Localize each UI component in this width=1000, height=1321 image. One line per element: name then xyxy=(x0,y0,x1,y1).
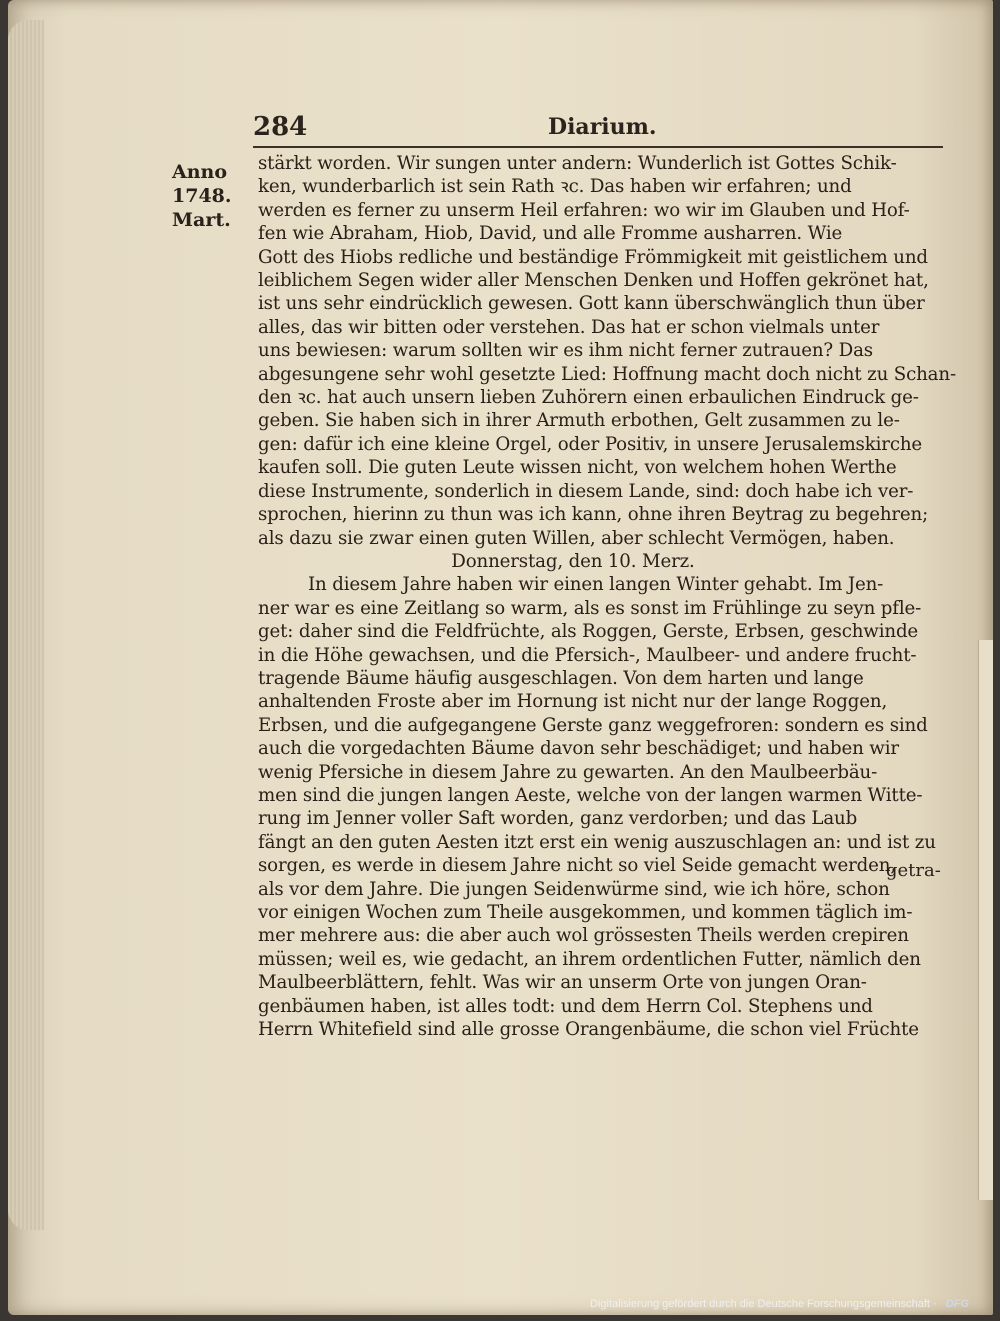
page-header xyxy=(253,112,943,148)
text-line: rung im Jenner voller Saft worden, ganz verdorben; und das Laub xyxy=(258,808,858,830)
text-line: vor einigen Wochen zum Theile ausgekommen, und kommen täglich im- xyxy=(258,902,913,923)
text-line: in die Höhe gewachsen, und die Pfersich-, Maulbeer- und andere frucht- xyxy=(258,644,917,666)
margin-note-line: Anno xyxy=(172,161,228,183)
text-line: In diesem Jahre haben wir einen langen Winter gehabt. Im Jen- xyxy=(308,574,884,596)
text-line: ist uns sehr eindrücklich gewesen. Gott kann überschwänglich thun über xyxy=(258,293,925,315)
text-line: als vor dem Jahre. Die jungen Seidenwürme sind, wie ich höre, schon xyxy=(258,878,890,900)
text-line: Erbsen, und die aufgegangene Gerste ganz weggefroren: sondern es sind xyxy=(258,714,928,736)
text-line: gen: dafür ich eine kleine Orgel, oder Positiv, in unsere Jerusalemskirche xyxy=(258,433,923,455)
text-line: leiblichem Segen wider aller Menschen Denken und Hoffen gekrönet hat, xyxy=(258,270,929,292)
page-number: 284 xyxy=(253,112,308,142)
text-line: als dazu sie zwar einen guten Willen, aber schlecht Vermögen, haben. xyxy=(258,527,895,549)
text-line: Maulbeerblättern, fehlt. Was wir an unserm Orte von jungen Oran- xyxy=(258,972,867,994)
dfg-logo: DFG xyxy=(945,1298,969,1310)
catchword: getra- xyxy=(886,860,941,881)
text-line: fen wie Abraham, Hiob, David, und alle Fromme ausharren. Wie xyxy=(258,223,843,245)
text-line: anhaltenden Froste aber im Hornung ist nicht nur der lange Roggen, xyxy=(258,691,888,713)
text-line: kaufen soll. Die guten Leute wissen nicht, von welchem hohen Werthe xyxy=(258,457,897,479)
text-line: alles, das wir bitten oder verstehen. Das hat er schon vielmals unter xyxy=(258,316,880,338)
text-line: uns bewiesen: warum sollten wir es ihm nicht ferner zutrauen? Das xyxy=(258,340,873,362)
date-heading: Donnerstag, den 10. Merz. xyxy=(451,550,695,572)
margin-note-line: Mart. xyxy=(172,209,231,231)
text-line: werden es ferner zu unserm Heil erfahren: wo wir im Glauben und Hof- xyxy=(258,199,910,221)
text-line: diese Instrumente, sonderlich in diesem Lande, sind: doch habe ich ver- xyxy=(258,480,914,502)
text-line: sprochen, hierinn zu thun was ich kann, ohne ihren Beytrag zu begehren; xyxy=(258,504,929,526)
text-line: den ꝛc. hat auch unsern lieben Zuhörern einen erbaulichen Eindruck ge- xyxy=(258,387,919,409)
text-line: tragende Bäume häufig ausgeschlagen. Von dem harten und lange xyxy=(258,667,864,689)
text-line: ner war es eine Zeitlang so warm, als es sonst im Frühlinge zu seyn pfle- xyxy=(258,597,922,619)
body-text xyxy=(258,152,956,1041)
margin-note-line: 1748. xyxy=(172,185,232,207)
text-line: abgesungene sehr wohl gesetzte Lied: Hoffnung macht doch nicht zu Schan- xyxy=(258,363,956,385)
margin-note xyxy=(172,160,252,232)
text-line: mer mehrere aus: die aber auch wol grössesten Theils werden crepiren xyxy=(258,925,909,947)
text-line: auch die vorgedachten Bäume davon sehr beschädiget; und haben wir xyxy=(258,738,899,760)
text-line: fängt an den guten Aesten itzt erst ein wenig auszuschlagen an: und ist zu xyxy=(258,831,936,853)
funding-credit: Digitalisierung gefördert durch die Deutsche Forschungsgemeinschaft · xyxy=(590,1298,937,1310)
adjacent-page-edge xyxy=(978,640,993,1200)
text-line: Gott des Hiobs redliche und beständige Frömmigkeit mit geistlichem und xyxy=(258,246,928,268)
text-line: get: daher sind die Feldfrüchte, als Roggen, Gerste, Erbsen, geschwinde xyxy=(258,621,919,643)
text-line: sorgen, es werde in diesem Jahre nicht so viel Seide gemacht werden, xyxy=(258,855,896,877)
text-line: wenig Pfersiche in diesem Jahre zu gewarten. An den Maulbeerbäu- xyxy=(258,761,878,783)
text-line: müssen; weil es, wie gedacht, an ihrem ordentlichen Futter, nämlich den xyxy=(258,948,921,970)
text-line: stärkt worden. Wir sungen unter andern: Wunderlich ist Gottes Schik- xyxy=(258,153,897,174)
text-line: ken, wunderbarlich ist sein Rath ꝛc. Das haben wir erfahren; und xyxy=(258,176,852,198)
text-line: men sind die jungen langen Aeste, welche von der langen warmen Witte- xyxy=(258,784,923,806)
running-title: Diarium. xyxy=(548,114,657,140)
footer-credit xyxy=(590,1298,990,1310)
text-line: geben. Sie haben sich in ihrer Armuth erbothen, Gelt zusammen zu le- xyxy=(258,410,900,432)
page-edges xyxy=(8,20,44,1230)
text-line: Herrn Whitefield sind alle grosse Orangenbäume, die schon viel Früchte xyxy=(258,1019,919,1041)
text-line: genbäumen haben, ist alles todt: und dem Herrn Col. Stephens und xyxy=(258,995,873,1017)
